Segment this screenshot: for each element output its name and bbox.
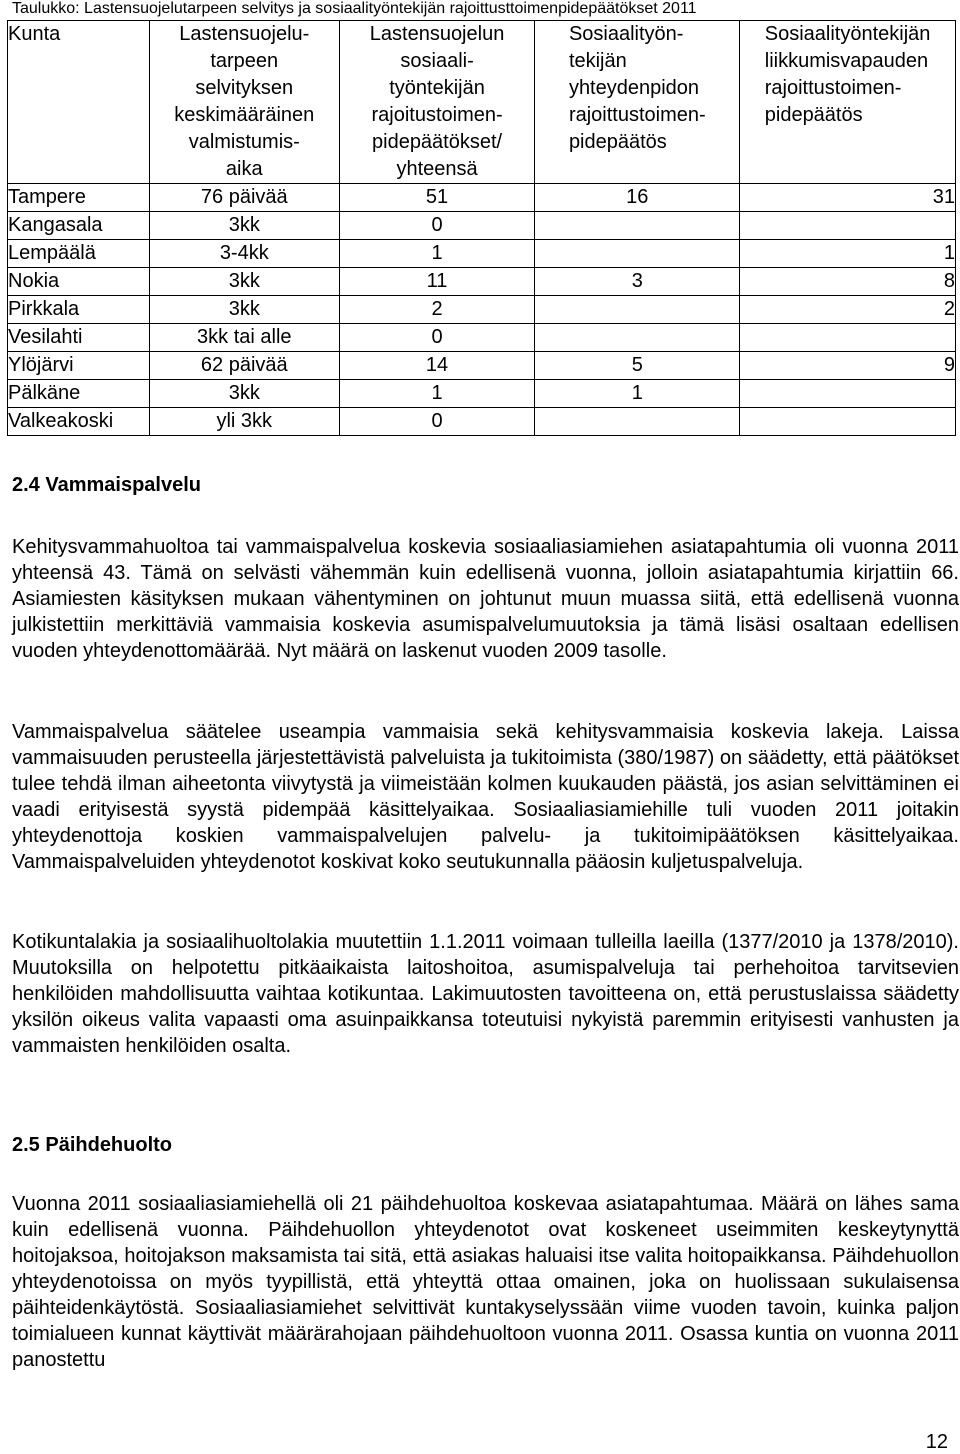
cell-yhteydenpito bbox=[535, 408, 740, 436]
cell-kunta: Nokia bbox=[8, 268, 150, 296]
section-heading-vammaispalvelu: 2.4 Vammaispalvelu bbox=[12, 474, 202, 496]
cell-valmistumisaika: 3kk bbox=[149, 268, 339, 296]
cell-kunta: Lempäälä bbox=[8, 240, 150, 268]
cell-yhteensa: 14 bbox=[339, 352, 535, 380]
cell-yhteydenpito bbox=[535, 324, 740, 352]
cell-valmistumisaika: 3kk bbox=[149, 296, 339, 324]
cell-yhteensa: 1 bbox=[339, 240, 535, 268]
section-heading-paihdehuolto: 2.5 Päihdehuolto bbox=[12, 1134, 173, 1156]
paragraph: Vammaispalvelua säätelee useampia vammaisia sekä kehitysvammaisia koskevia lakeja. Laissa vammaisuuden perusteella järjestettävistä palveluista ja tukitoimista (380/1987) on säädetty, että päätökset tulee tehdä ilman aiheetonta viivytystä ja viimeistään kolmen kuukauden päästä, jos asian selvittäminen ei vaadi erityisestä syystä pidempää käsittelyaikaa. Sosiaaliasiamiehille tuli vuoden 2011 joitakin yhteydenottoja koskien vammaispalvelujen palvelu- ja tukitoimipäätöksen käsittelyaikaa. Vammaispalveluiden yhteydenotot koskivat koko seutukunnalla pääosin kuljetuspalveluja. bbox=[12, 721, 959, 873]
cell-yhteydenpito: 1 bbox=[535, 380, 740, 408]
column-header-kunta bbox=[8, 21, 150, 184]
cell-valmistumisaika: 76 päivää bbox=[149, 184, 339, 212]
cell-yhteensa: 0 bbox=[339, 408, 535, 436]
cell-kunta: Ylöjärvi bbox=[8, 352, 150, 380]
column-header-valmistumisaika bbox=[149, 21, 339, 184]
paragraph: Vuonna 2011 sosiaaliasiamiehellä oli 21 päihdehuoltoa koskevaa asiatapahtumaa. Määrä on lähes sama kuin edellisenä vuonna. Päihdehuollon yhteydenotot ovat koskeneet useimmiten keskeytynyttä hoitojaksoa, hoitojakson maksamista tai sitä, että asiakas haluaisi itse valita hoitopaikkansa. Päihdehuollon yhteydenotoissa on myös tyypillistä, että yhteyttä ottaa omainen, joka on huolissaan sukulaisensa päihteidenkäytöstä. Sosiaaliasiamiehet selvittivät kuntakyselyssään viime vuoden tavoin, kuinka paljon toimialueen kunnat käyttivät määrärahojaan päihdehuoltoon vuonna 2011. Osassa kuntia on vuonna 2011 panostettu bbox=[12, 1193, 959, 1371]
cell-yhteydenpito bbox=[535, 240, 740, 268]
table-body bbox=[8, 184, 956, 436]
table-row bbox=[8, 324, 956, 352]
paragraph: Kotikuntalakia ja sosiaalihuoltolakia muutettiin 1.1.2011 voimaan tulleilla laeilla (1377/2010 ja 1378/2010). Muutoksilla on helpotettu pitkäaikaista laitoshoitoa, asumispalveluja tai perhehoitoa tarvitsevien henkilöiden mahdollisuutta vaihtaa kotikuntaa. Lakimuutosten tavoitteena on, että perustuslaissa säädetty yksilön oikeus valita vapaasti oma asuinpaikkansa toteutuisi nykyistä paremmin erityisesti vanhusten ja vammaisten henkilöiden osalta. bbox=[12, 931, 959, 1057]
cell-kunta: Tampere bbox=[8, 184, 150, 212]
header-text: Lastensuojelun sosiaali- työntekijän rajoitustoimen- pidepäätökset/ yhteensä bbox=[369, 23, 505, 180]
cell-yhteensa: 1 bbox=[339, 380, 535, 408]
cell-yhteydenpito bbox=[535, 212, 740, 240]
cell-liikkumisvapaus bbox=[740, 408, 956, 436]
cell-liikkumisvapaus: 9 bbox=[740, 352, 956, 380]
table-row bbox=[8, 296, 956, 324]
cell-yhteensa: 2 bbox=[339, 296, 535, 324]
cell-liikkumisvapaus: 1 bbox=[740, 240, 956, 268]
cell-liikkumisvapaus: 8 bbox=[740, 268, 956, 296]
cell-valmistumisaika: 3-4kk bbox=[149, 240, 339, 268]
header-text: Sosiaalityön- tekijän yhteydenpidon rajoittustoimen- pidepäätös bbox=[568, 23, 706, 153]
table-row bbox=[8, 212, 956, 240]
cell-kunta: Pälkäne bbox=[8, 380, 150, 408]
cell-yhteydenpito: 5 bbox=[535, 352, 740, 380]
cell-valmistumisaika: 62 päivää bbox=[149, 352, 339, 380]
cell-kunta: Vesilahti bbox=[8, 324, 150, 352]
header-text: Lastensuojelu- tarpeen selvityksen keskimääräinen valmistumis- aika bbox=[174, 23, 315, 180]
cell-liikkumisvapaus bbox=[740, 324, 956, 352]
column-header-liikkumisvapaus bbox=[740, 21, 956, 184]
header-text: Kunta bbox=[8, 23, 61, 45]
cell-valmistumisaika: 3kk tai alle bbox=[149, 324, 339, 352]
table-row bbox=[8, 352, 956, 380]
cell-yhteydenpito: 3 bbox=[535, 268, 740, 296]
cell-yhteensa: 11 bbox=[339, 268, 535, 296]
table-row bbox=[8, 408, 956, 436]
cell-valmistumisaika: yli 3kk bbox=[149, 408, 339, 436]
cell-liikkumisvapaus: 31 bbox=[740, 184, 956, 212]
cell-kunta: Kangasala bbox=[8, 212, 150, 240]
data-table bbox=[7, 20, 956, 436]
cell-valmistumisaika: 3kk bbox=[149, 380, 339, 408]
header-text: Sosiaalityöntekijän liikkumisvapauden rajoittustoimen- pidepäätös bbox=[764, 23, 931, 126]
cell-yhteensa: 0 bbox=[339, 212, 535, 240]
cell-kunta: Valkeakoski bbox=[8, 408, 150, 436]
cell-liikkumisvapaus: 2 bbox=[740, 296, 956, 324]
cell-yhteensa: 0 bbox=[339, 324, 535, 352]
cell-yhteydenpito: 16 bbox=[535, 184, 740, 212]
table-row bbox=[8, 268, 956, 296]
cell-yhteensa: 51 bbox=[339, 184, 535, 212]
cell-kunta: Pirkkala bbox=[8, 296, 150, 324]
column-header-paatokset-yhteensa bbox=[339, 21, 535, 184]
page-number: 12 bbox=[925, 1431, 948, 1453]
table-caption: Taulukko: Lastensuojelutarpeen selvitys ja sosiaalityöntekijän rajoittusttoimenpidepäätökset 2011 bbox=[12, 0, 697, 17]
column-header-yhteydenpito bbox=[535, 21, 740, 184]
cell-liikkumisvapaus bbox=[740, 212, 956, 240]
cell-valmistumisaika: 3kk bbox=[149, 212, 339, 240]
cell-liikkumisvapaus bbox=[740, 380, 956, 408]
table-row bbox=[8, 184, 956, 212]
paragraph: Kehitysvammahuoltoa tai vammaispalvelua koskevia sosiaaliasiamiehen asiatapahtumia oli vuonna 2011 yhteensä 43. Tämä on selvästi vähemmän kuin edellisenä vuonna, jolloin asiatapahtumia kirjattiin 66. Asiamiesten käsityksen mukaan vähentyminen on johtunut muun muassa siitä, että edellisenä vuonna julkistettiin merkittäviä vammaisia koskevia asumispalvelumuutoksia ja tämä lisäsi osaltaan edellisen vuoden yhteydenottomäärää. Nyt määrä on laskenut vuoden 2009 tasolle. bbox=[12, 536, 959, 662]
table-header-row bbox=[8, 21, 956, 184]
table-row bbox=[8, 240, 956, 268]
cell-yhteydenpito bbox=[535, 296, 740, 324]
table-row bbox=[8, 380, 956, 408]
